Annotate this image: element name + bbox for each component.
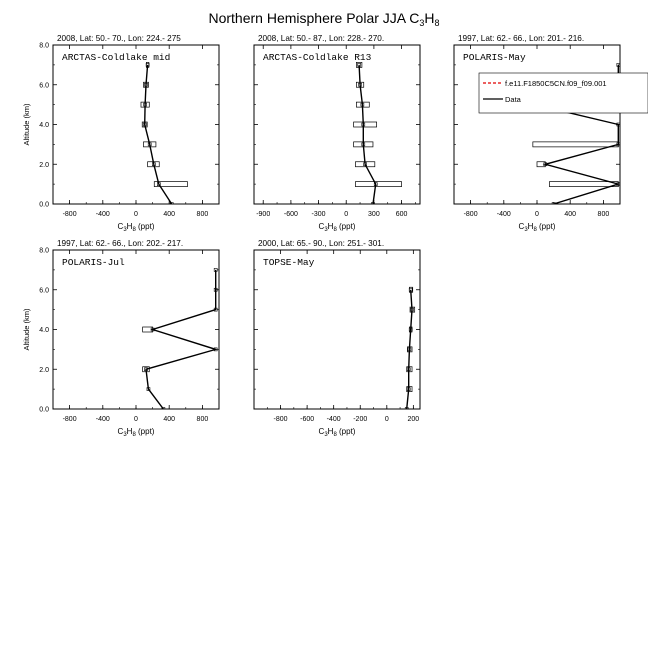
y-tick-label: 2.0	[39, 366, 49, 374]
range-box	[355, 182, 401, 187]
x-tick-label: 300	[368, 211, 380, 218]
chart-panel-1	[22, 34, 219, 233]
panel-header: 2008, Lat: 50.- 70., Lon: 224.- 275	[57, 34, 181, 43]
x-tick-label: 0	[535, 211, 539, 218]
figure-title: Northern Hemisphere Polar JJA $C_3H_8$	[208, 10, 440, 28]
x-tick-label: -400	[326, 416, 341, 423]
profile-line	[146, 270, 216, 409]
x-axis-label: $C_3H_8$ (ppt)	[318, 427, 356, 438]
x-tick-label: -200	[353, 416, 368, 423]
plot-frame	[53, 45, 219, 204]
x-tick-label: -400	[496, 211, 511, 218]
x-tick-label: 0	[134, 211, 138, 218]
chart-panel-5	[254, 239, 420, 438]
range-box	[549, 182, 618, 187]
plot-frame	[254, 250, 420, 409]
chart-panel-2	[254, 34, 420, 233]
panel-header: 1997, Lat: 62.- 66., Lon: 202.- 217.	[57, 239, 184, 248]
x-axis-label: $C_3H_8$ (ppt)	[318, 222, 356, 233]
plot-frame	[454, 45, 620, 204]
y-axis-label: Altitude (km)	[22, 103, 31, 146]
y-axis-label: Altitude (km)	[22, 308, 31, 351]
panel-header: 2008, Lat: 50.- 87., Lon: 228.- 270.	[258, 34, 385, 43]
x-tick-label: 800	[196, 416, 209, 423]
legend	[479, 73, 648, 113]
x-tick-label: 400	[163, 416, 176, 423]
plot-area	[143, 268, 218, 410]
plot-frame	[254, 45, 420, 204]
panel-header: 2000, Lat: 65.- 90., Lon: 251.- 301.	[258, 239, 385, 248]
plot-frame	[53, 250, 219, 409]
panel-header: 1997, Lat: 62.- 66., Lon: 201.- 216.	[458, 34, 585, 43]
chart-panel-3	[454, 34, 648, 233]
y-tick-label: 4.0	[39, 327, 49, 334]
x-axis-label: $C_3H_8$ (ppt)	[117, 427, 155, 438]
plot-area	[141, 62, 187, 205]
y-tick-label: 8.0	[39, 247, 49, 255]
x-tick-label: 0	[134, 416, 138, 423]
x-tick-label: -800	[62, 416, 77, 423]
chart-panel-4	[22, 239, 219, 438]
x-tick-label: -400	[95, 211, 110, 218]
range-box	[533, 142, 618, 147]
y-tick-label: 0.0	[39, 201, 49, 209]
range-box	[354, 122, 377, 127]
y-tick-label: 6.0	[39, 287, 49, 295]
x-tick-label: -800	[62, 211, 77, 218]
x-axis-label: $C_3H_8$ (ppt)	[117, 222, 155, 233]
x-tick-label: 800	[597, 211, 610, 218]
y-tick-label: 4.0	[39, 122, 49, 129]
x-tick-label: -600	[300, 416, 315, 423]
x-tick-label: -900	[256, 211, 271, 218]
x-tick-label: 600	[395, 211, 408, 218]
legend-model-label: f.e11.F1850C5CN.f09_f09.001	[505, 79, 607, 88]
y-tick-label: 2.0	[39, 161, 49, 169]
y-tick-label: 0.0	[39, 406, 49, 414]
x-tick-label: -800	[463, 211, 478, 218]
campaign-label: POLARIS-May	[463, 52, 526, 63]
x-axis-label: $C_3H_8$ (ppt)	[518, 222, 556, 233]
x-tick-label: 0	[344, 211, 349, 218]
plot-area	[354, 62, 402, 205]
x-tick-label: -300	[311, 211, 326, 218]
x-tick-label: -400	[95, 416, 110, 423]
x-tick-label: -800	[273, 416, 288, 423]
campaign-label: TOPSE-May	[263, 257, 315, 268]
plot-area	[405, 287, 414, 410]
y-tick-label: 6.0	[39, 82, 49, 90]
x-tick-label: 400	[163, 211, 176, 218]
x-tick-label: 0	[384, 416, 389, 423]
x-tick-label: 800	[196, 211, 209, 218]
legend-data-label: Data	[505, 95, 521, 104]
campaign-label: ARCTAS-Coldlake mid	[62, 52, 171, 63]
x-tick-label: 400	[564, 211, 577, 218]
x-tick-label: 200	[407, 416, 420, 423]
y-tick-label: 8.0	[39, 42, 49, 50]
x-tick-label: -600	[283, 211, 298, 218]
campaign-label: ARCTAS-Coldlake R13	[263, 52, 372, 63]
campaign-label: POLARIS-Jul	[62, 257, 125, 268]
